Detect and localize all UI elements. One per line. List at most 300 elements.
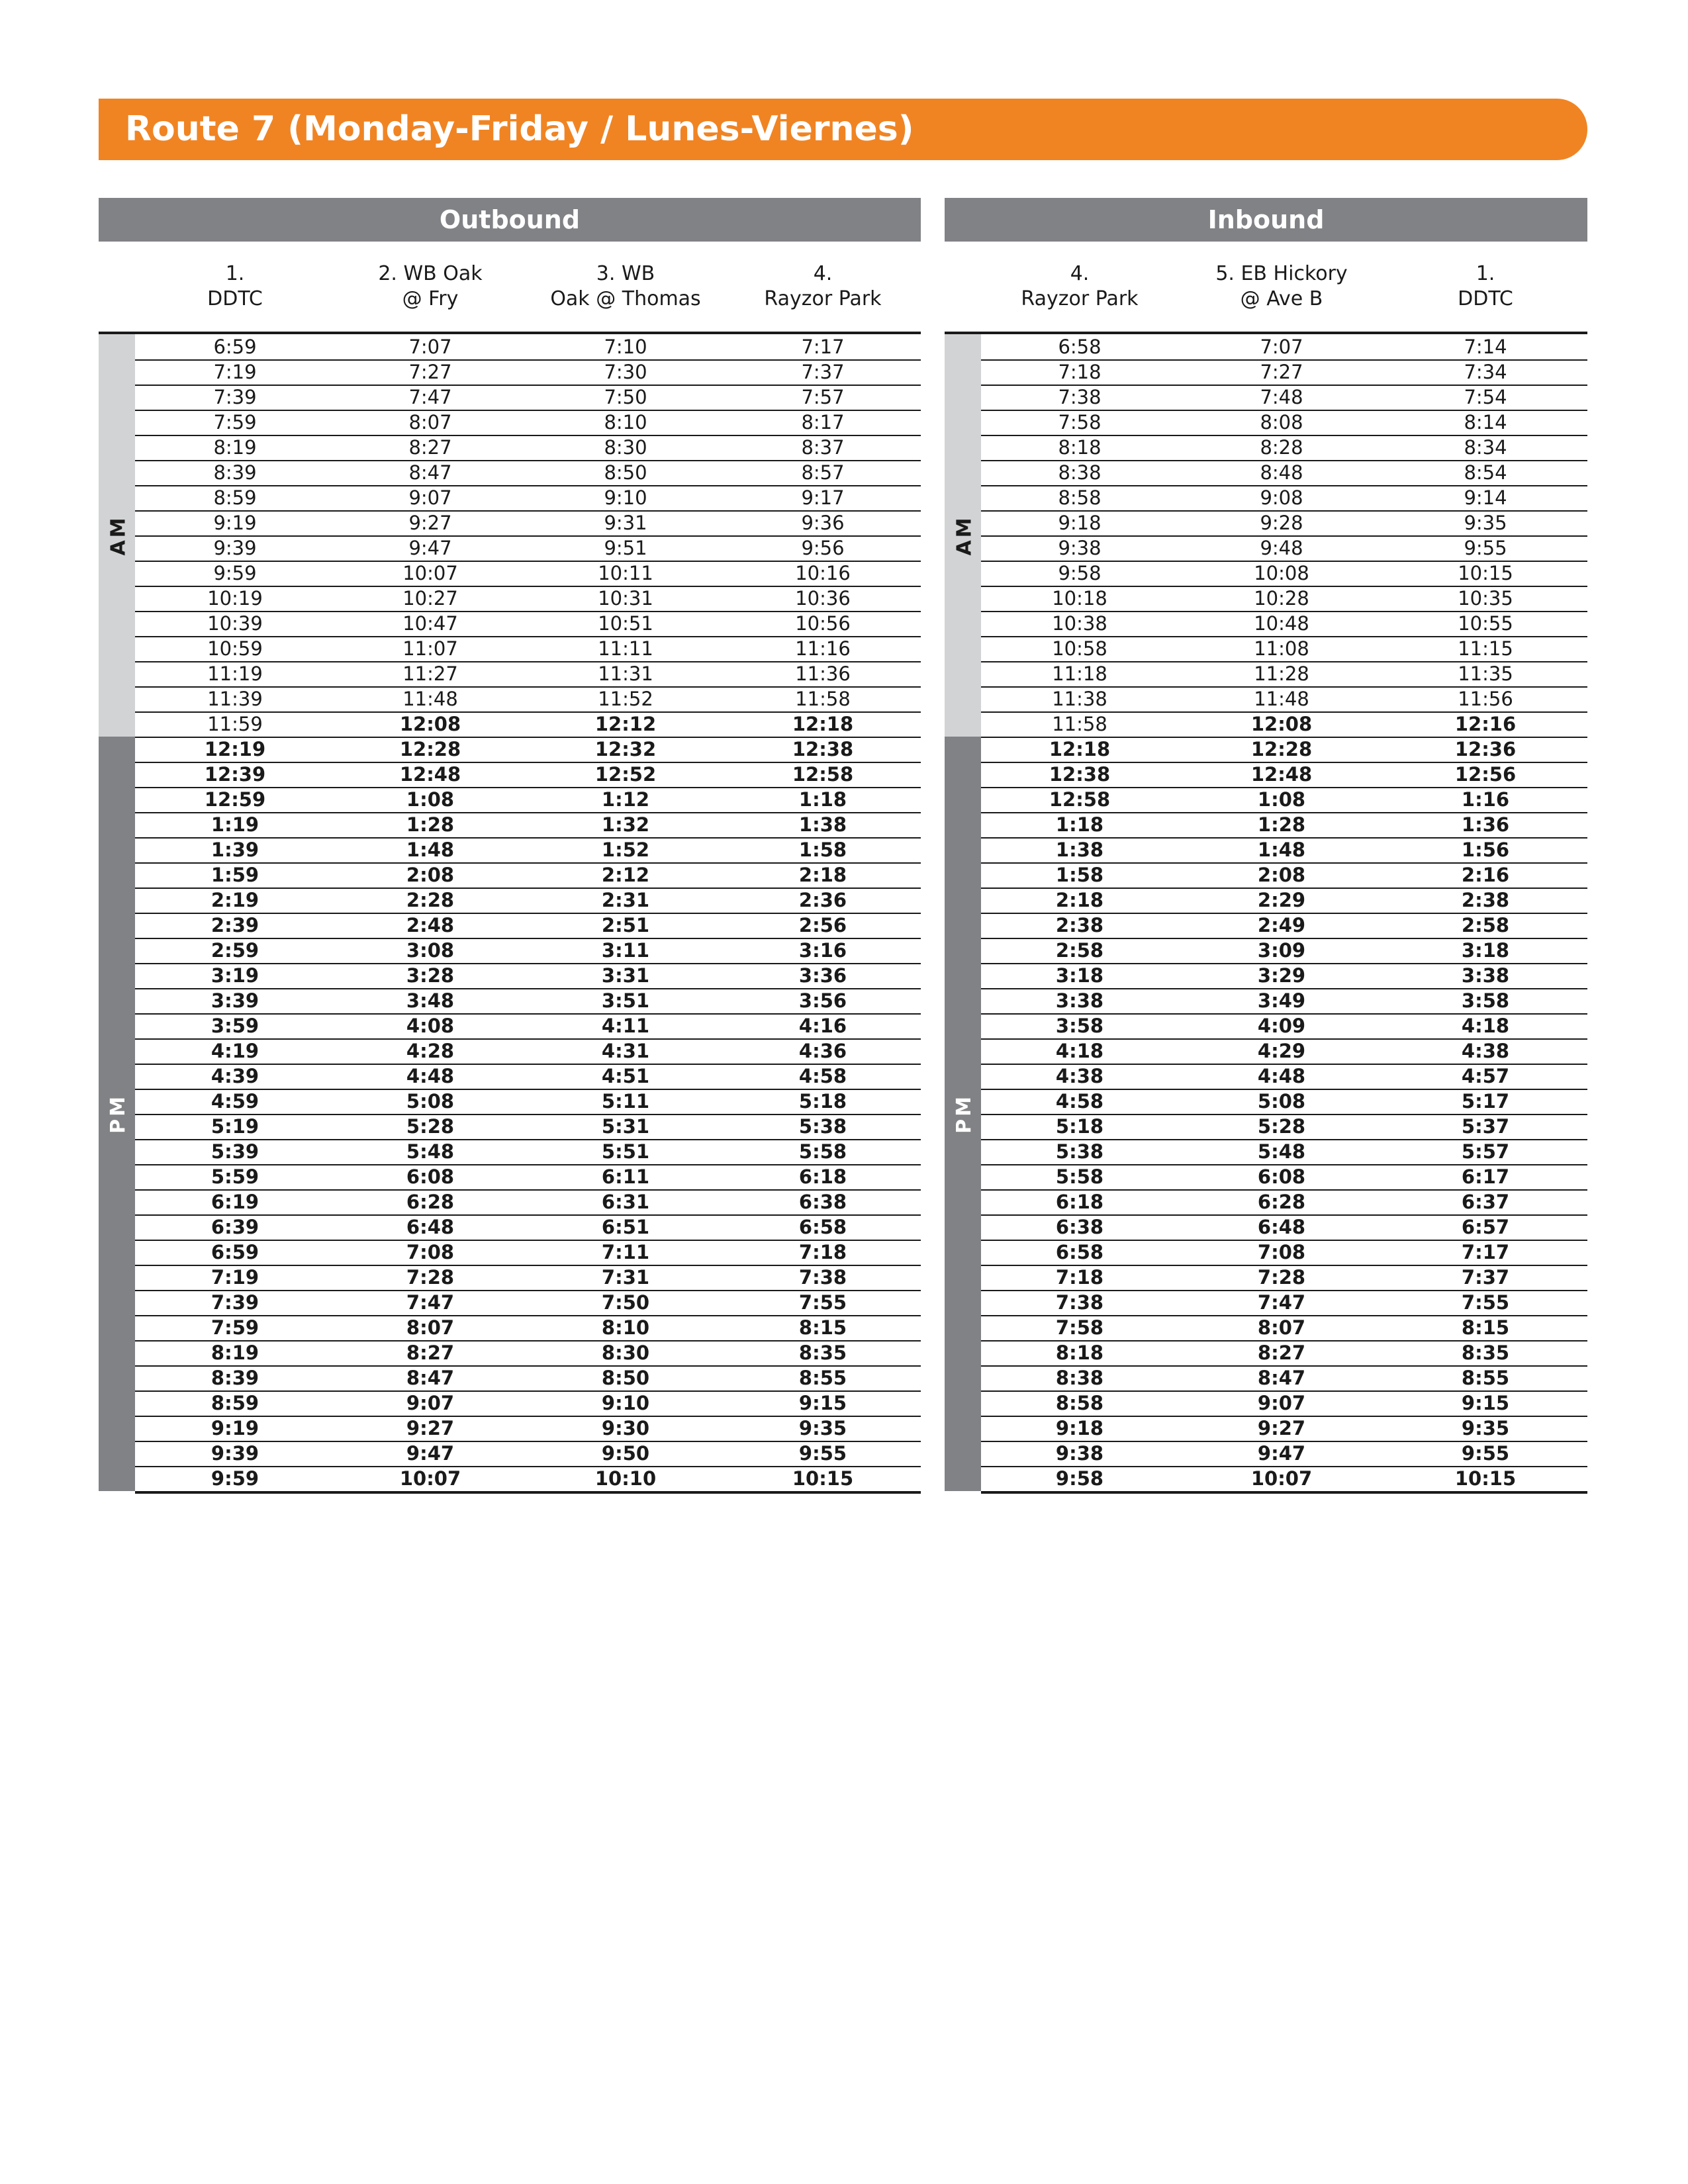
time-cell: 8:48 (1260, 461, 1303, 484)
time-cell: 8:30 (601, 1342, 650, 1364)
table-row (135, 1315, 921, 1342)
time-cell: 5:57 (1461, 1140, 1510, 1163)
table-row (981, 385, 1587, 411)
time-cell: 12:56 (1454, 763, 1517, 786)
table-row (135, 938, 921, 964)
time-cell: 2:12 (601, 864, 650, 886)
column-header (737, 261, 909, 312)
time-cell: 3:36 (798, 964, 847, 987)
table-row (135, 1390, 921, 1417)
time-cell: 7:11 (601, 1241, 650, 1263)
table-row (135, 762, 921, 788)
time-cell: 7:55 (798, 1291, 847, 1314)
time-cell: 7:59 (213, 411, 257, 433)
time-cell: 2:16 (1461, 864, 1510, 886)
time-cell: 9:28 (1260, 512, 1303, 534)
time-cell: 8:18 (1055, 1342, 1104, 1364)
time-cell: 11:16 (795, 637, 851, 660)
am-band (99, 334, 135, 737)
time-cell: 2:38 (1055, 914, 1104, 936)
time-cell: 1:38 (798, 813, 847, 836)
time-cell: 11:07 (402, 637, 458, 660)
column-header-number: 5. EB Hickory (1215, 262, 1348, 285)
time-cell: 8:30 (604, 436, 647, 459)
time-cell: 8:59 (211, 1392, 259, 1414)
table-row (135, 787, 921, 813)
time-cell: 5:19 (211, 1115, 259, 1138)
table-row (981, 762, 1587, 788)
time-cell: 1:59 (211, 864, 259, 886)
outbound-column-headers (99, 242, 921, 334)
time-cell: 1:48 (406, 839, 455, 861)
time-cell: 1:08 (1257, 788, 1306, 811)
time-cell: 8:55 (1461, 1367, 1510, 1389)
table-row (981, 1290, 1587, 1316)
time-cell: 12:28 (399, 738, 461, 760)
column-header-stop: Rayzor Park (1021, 287, 1139, 310)
time-cell: 12:52 (594, 763, 657, 786)
time-cell: 8:54 (1464, 461, 1507, 484)
pm-band-text: PM (106, 1094, 130, 1134)
time-cell: 2:29 (1257, 889, 1306, 911)
time-cell: 12:32 (594, 738, 657, 760)
time-cell: 7:17 (1461, 1241, 1510, 1263)
time-cell: 2:08 (406, 864, 455, 886)
time-cell: 6:48 (1257, 1216, 1306, 1238)
time-cell: 11:08 (1254, 637, 1309, 660)
table-row (981, 1441, 1587, 1467)
time-cell: 4:58 (798, 1065, 847, 1087)
time-cell: 4:48 (406, 1065, 455, 1087)
time-cell: 9:55 (798, 1442, 847, 1465)
table-row (135, 686, 921, 713)
time-cell: 2:51 (601, 914, 650, 936)
time-cell: 1:28 (406, 813, 455, 836)
time-cell: 9:08 (1260, 486, 1303, 509)
time-cell: 4:28 (406, 1040, 455, 1062)
time-cell: 9:56 (801, 537, 845, 559)
time-cell: 3:49 (1257, 989, 1306, 1012)
time-cell: 10:19 (207, 587, 263, 610)
table-row (981, 485, 1587, 512)
table-row (981, 410, 1587, 436)
time-cell: 8:28 (1260, 436, 1303, 459)
time-cell: 9:35 (798, 1417, 847, 1439)
time-cell: 11:28 (1254, 662, 1309, 685)
time-cell: 3:28 (406, 964, 455, 987)
time-cell: 9:18 (1055, 1417, 1104, 1439)
time-cell: 3:56 (798, 989, 847, 1012)
time-cell: 6:08 (1257, 1165, 1306, 1188)
time-cell: 9:58 (1058, 562, 1102, 584)
table-row (981, 963, 1587, 989)
time-cell: 6:18 (1055, 1191, 1104, 1213)
table-row (135, 1466, 921, 1494)
time-cell: 1:08 (406, 788, 455, 811)
table-row (981, 1265, 1587, 1291)
table-row (135, 561, 921, 587)
time-cell: 9:58 (1055, 1467, 1104, 1490)
time-cell: 3:19 (211, 964, 259, 987)
outbound-header: Outbound (99, 198, 921, 242)
time-cell: 9:36 (801, 512, 845, 534)
table-row (981, 787, 1587, 813)
time-cell: 6:37 (1461, 1191, 1510, 1213)
outbound-timetable (99, 334, 921, 1491)
time-cell: 7:50 (604, 386, 647, 408)
time-cell: 9:14 (1464, 486, 1507, 509)
time-cell: 4:57 (1461, 1065, 1510, 1087)
time-cell: 11:52 (598, 688, 653, 710)
column-header (1182, 261, 1381, 312)
time-cell: 1:56 (1461, 839, 1510, 861)
time-cell: 4:51 (601, 1065, 650, 1087)
time-cell: 10:28 (1254, 587, 1309, 610)
time-cell: 12:28 (1250, 738, 1313, 760)
time-cell: 5:38 (1055, 1140, 1104, 1163)
time-cell: 3:16 (798, 939, 847, 962)
table-row (135, 1441, 921, 1467)
table-row (135, 837, 921, 864)
pm-band-label (945, 1094, 981, 1134)
time-cell: 7:54 (1464, 386, 1507, 408)
table-row (135, 812, 921, 839)
time-cell: 9:47 (406, 1442, 455, 1465)
time-cell: 5:28 (406, 1115, 455, 1138)
table-row (135, 385, 921, 411)
time-cell: 3:59 (211, 1015, 259, 1037)
time-cell: 3:18 (1461, 939, 1510, 962)
time-cell: 5:58 (1055, 1165, 1104, 1188)
time-cell: 5:11 (601, 1090, 650, 1113)
time-cell: 8:57 (801, 461, 845, 484)
time-cell: 9:59 (211, 1467, 259, 1490)
time-cell: 4:59 (211, 1090, 259, 1113)
time-cell: 6:39 (211, 1216, 259, 1238)
table-row (981, 1214, 1587, 1241)
time-cell: 9:07 (1257, 1392, 1306, 1414)
table-row (135, 435, 921, 461)
time-cell: 8:15 (1461, 1316, 1510, 1339)
time-cell: 9:38 (1058, 537, 1102, 559)
column-header (338, 261, 523, 312)
time-cell: 7:19 (213, 361, 257, 383)
time-cell: 11:15 (1458, 637, 1513, 660)
time-cell: 4:31 (601, 1040, 650, 1062)
time-cell: 12:48 (1250, 763, 1313, 786)
time-cell: 7:58 (1058, 411, 1102, 433)
time-cell: 5:08 (406, 1090, 455, 1113)
time-cell: 9:59 (213, 562, 257, 584)
time-cell: 2:28 (406, 889, 455, 911)
table-row (981, 1089, 1587, 1115)
time-cell: 4:38 (1055, 1065, 1104, 1087)
table-row (135, 410, 921, 436)
time-cell: 8:07 (408, 411, 452, 433)
time-cell: 2:18 (1055, 889, 1104, 911)
table-row (135, 334, 921, 361)
time-cell: 7:27 (408, 361, 452, 383)
table-row (135, 1290, 921, 1316)
pm-band-text: PM (952, 1094, 976, 1134)
time-cell: 3:31 (601, 964, 650, 987)
table-row (981, 1064, 1587, 1090)
table-row (981, 938, 1587, 964)
column-header (149, 261, 321, 312)
time-cell: 5:18 (798, 1090, 847, 1113)
time-cell: 12:58 (1049, 788, 1111, 811)
time-cell: 10:07 (1250, 1467, 1313, 1490)
time-cell: 2:08 (1257, 864, 1306, 886)
time-cell: 6:48 (406, 1216, 455, 1238)
time-cell: 9:10 (604, 486, 647, 509)
time-cell: 7:31 (601, 1266, 650, 1289)
time-cell: 12:36 (1454, 738, 1517, 760)
time-cell: 9:51 (604, 537, 647, 559)
table-row (981, 561, 1587, 587)
column-header-number: 4. (1070, 262, 1090, 285)
time-cell: 3:38 (1055, 989, 1104, 1012)
column-header-stop: DDTC (207, 287, 263, 310)
table-row (981, 611, 1587, 637)
time-cell: 4:39 (211, 1065, 259, 1087)
table-row (135, 887, 921, 914)
time-cell: 2:59 (211, 939, 259, 962)
time-cell: 8:10 (601, 1316, 650, 1339)
time-cell: 8:10 (604, 411, 647, 433)
time-cell: 2:49 (1257, 914, 1306, 936)
time-cell: 8:37 (801, 436, 845, 459)
time-cell: 8:50 (604, 461, 647, 484)
table-row (135, 460, 921, 486)
time-cell: 7:39 (211, 1291, 259, 1314)
table-row (981, 1240, 1587, 1266)
time-cell: 8:38 (1055, 1367, 1104, 1389)
time-cell: 7:07 (408, 336, 452, 358)
time-cell: 10:11 (598, 562, 653, 584)
column-header-stop: Rayzor Park (764, 287, 882, 310)
table-row (981, 1340, 1587, 1367)
time-cell: 7:48 (1260, 386, 1303, 408)
time-cell: 8:15 (798, 1316, 847, 1339)
time-cell: 10:59 (207, 637, 263, 660)
table-row (981, 535, 1587, 562)
time-cell: 9:27 (1257, 1417, 1306, 1439)
time-cell: 10:31 (598, 587, 653, 610)
time-cell: 1:38 (1055, 839, 1104, 861)
time-cell: 7:37 (801, 361, 845, 383)
table-row (981, 711, 1587, 738)
table-row (135, 1189, 921, 1216)
time-cell: 11:19 (207, 662, 263, 685)
time-cell: 6:31 (601, 1191, 650, 1213)
time-cell: 9:39 (211, 1442, 259, 1465)
time-cell: 11:36 (795, 662, 851, 685)
table-row (981, 887, 1587, 914)
column-header (526, 261, 725, 312)
table-row (135, 1114, 921, 1140)
time-cell: 8:38 (1058, 461, 1102, 484)
time-cell: 9:15 (1461, 1392, 1510, 1414)
table-row (981, 913, 1587, 939)
time-cell: 8:35 (1461, 1342, 1510, 1364)
time-cell: 11:56 (1458, 688, 1513, 710)
column-header-number: 3. WB (596, 262, 655, 285)
time-cell: 11:11 (598, 637, 653, 660)
time-cell: 8:39 (211, 1367, 259, 1389)
table-row (135, 1365, 921, 1392)
time-cell: 8:39 (213, 461, 257, 484)
time-cell: 7:37 (1461, 1266, 1510, 1289)
time-cell: 7:47 (408, 386, 452, 408)
time-cell: 7:30 (604, 361, 647, 383)
time-cell: 3:09 (1257, 939, 1306, 962)
time-cell: 6:28 (406, 1191, 455, 1213)
time-cell: 7:28 (1257, 1266, 1306, 1289)
time-cell: 8:47 (408, 461, 452, 484)
time-cell: 12:08 (399, 713, 461, 735)
time-cell: 5:39 (211, 1140, 259, 1163)
time-cell: 7:39 (213, 386, 257, 408)
time-cell: 6:18 (798, 1165, 847, 1188)
time-cell: 12:38 (792, 738, 854, 760)
time-cell: 10:56 (795, 612, 851, 635)
table-row (135, 1265, 921, 1291)
time-cell: 9:27 (406, 1417, 455, 1439)
time-cell: 1:28 (1257, 813, 1306, 836)
inbound-column-headers (945, 242, 1587, 334)
table-row (981, 460, 1587, 486)
time-cell: 11:48 (1254, 688, 1309, 710)
table-row (981, 1416, 1587, 1442)
table-row (135, 1164, 921, 1191)
inbound-timetable (945, 334, 1587, 1491)
time-cell: 1:48 (1257, 839, 1306, 861)
time-cell: 4:08 (406, 1015, 455, 1037)
table-row (135, 1416, 921, 1442)
table-row (981, 1390, 1587, 1417)
table-row (135, 1139, 921, 1165)
time-cell: 3:38 (1461, 964, 1510, 987)
table-row (135, 737, 921, 763)
time-cell: 1:18 (1055, 813, 1104, 836)
time-cell: 7:47 (406, 1291, 455, 1314)
time-cell: 4:19 (211, 1040, 259, 1062)
table-row (135, 963, 921, 989)
time-cell: 10:51 (598, 612, 653, 635)
time-cell: 9:35 (1461, 1417, 1510, 1439)
time-cell: 12:18 (792, 713, 854, 735)
time-cell: 9:48 (1260, 537, 1303, 559)
time-cell: 9:47 (408, 537, 452, 559)
time-cell: 9:19 (213, 512, 257, 534)
page-title: Route 7 (Monday-Friday / Lunes-Viernes) (125, 109, 914, 149)
time-cell: 5:59 (211, 1165, 259, 1188)
time-cell: 7:08 (1257, 1241, 1306, 1263)
time-cell: 4:18 (1461, 1015, 1510, 1037)
time-cell: 6:38 (1055, 1216, 1104, 1238)
time-cell: 1:58 (1055, 864, 1104, 886)
time-cell: 12:08 (1250, 713, 1313, 735)
time-cell: 3:58 (1461, 989, 1510, 1012)
time-cell: 4:09 (1257, 1015, 1306, 1037)
time-cell: 10:36 (795, 587, 851, 610)
table-row (981, 686, 1587, 713)
time-cell: 7:50 (601, 1291, 650, 1314)
time-cell: 9:55 (1464, 537, 1507, 559)
table-row (981, 359, 1587, 386)
table-row (135, 1064, 921, 1090)
time-cell: 9:38 (1055, 1442, 1104, 1465)
time-cell: 2:18 (798, 864, 847, 886)
pm-band-label (99, 1094, 135, 1134)
time-cell: 7:38 (1058, 386, 1102, 408)
table-row (981, 334, 1587, 361)
time-cell: 10:38 (1052, 612, 1107, 635)
time-cell: 8:47 (1257, 1367, 1306, 1389)
column-header-number: 1. (225, 262, 245, 285)
pm-band (945, 737, 981, 1491)
time-cell: 10:47 (402, 612, 458, 635)
time-cell: 9:31 (604, 512, 647, 534)
time-cell: 8:27 (408, 436, 452, 459)
time-cell: 7:10 (604, 336, 647, 358)
time-cell: 10:10 (594, 1467, 657, 1490)
table-row (981, 661, 1587, 688)
table-row (135, 913, 921, 939)
time-cell: 1:19 (211, 813, 259, 836)
time-cell: 7:38 (798, 1266, 847, 1289)
column-header (994, 261, 1166, 312)
time-cell: 6:08 (406, 1165, 455, 1188)
table-row (981, 988, 1587, 1015)
time-cell: 3:39 (211, 989, 259, 1012)
time-cell: 7:27 (1260, 361, 1303, 383)
time-cell: 2:19 (211, 889, 259, 911)
outbound-panel (99, 198, 921, 1491)
time-cell: 5:37 (1461, 1115, 1510, 1138)
time-cell: 10:16 (795, 562, 851, 584)
time-cell: 10:58 (1052, 637, 1107, 660)
time-cell: 3:08 (406, 939, 455, 962)
time-cell: 9:18 (1058, 512, 1102, 534)
am-band-label (945, 515, 981, 556)
time-cell: 11:31 (598, 662, 653, 685)
time-cell: 12:18 (1049, 738, 1111, 760)
time-cell: 2:48 (406, 914, 455, 936)
column-header-stop: Oak @ Thomas (550, 287, 701, 310)
time-cell: 10:55 (1458, 612, 1513, 635)
time-cell: 1:16 (1461, 788, 1510, 811)
time-cell: 4:29 (1257, 1040, 1306, 1062)
time-cell: 8:17 (801, 411, 845, 433)
time-cell: 6:51 (601, 1216, 650, 1238)
time-cell: 8:47 (406, 1367, 455, 1389)
time-cell: 7:58 (1055, 1316, 1104, 1339)
time-cell: 7:08 (406, 1241, 455, 1263)
time-cell: 12:12 (594, 713, 657, 735)
time-cell: 4:18 (1055, 1040, 1104, 1062)
time-cell: 10:07 (402, 562, 458, 584)
table-row (135, 1089, 921, 1115)
table-row (135, 611, 921, 637)
table-row (135, 1013, 921, 1040)
title-banner (99, 99, 1587, 160)
time-cell: 6:58 (798, 1216, 847, 1238)
time-cell: 11:59 (207, 713, 263, 735)
am-band-text: AM (107, 515, 130, 556)
time-cell: 10:18 (1052, 587, 1107, 610)
